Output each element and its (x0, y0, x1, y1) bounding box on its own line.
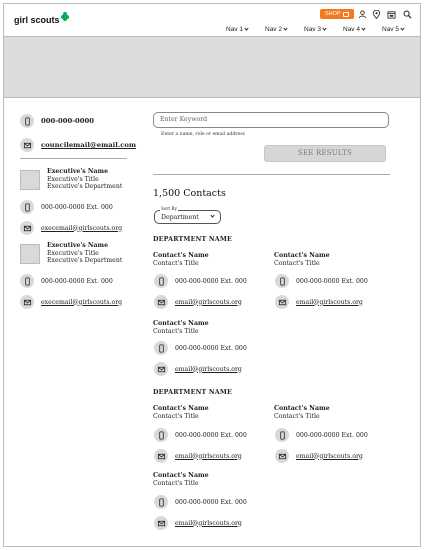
contact-name: Contact's Name (153, 472, 209, 479)
email-icon (20, 295, 34, 309)
shop-button[interactable] (320, 9, 354, 19)
contact-phone-text: 000-000-0000 Ext. 000 (175, 277, 247, 285)
nav-label: Nav 1 (226, 25, 243, 33)
contact-phone-text: 000-000-0000 Ext. 000 (175, 498, 247, 506)
executive-email-link: execemail@girlscouts.org (41, 298, 123, 306)
executive-card (47, 242, 122, 265)
contact-title: Contact's Title (153, 328, 199, 335)
contact-phone[interactable] (154, 341, 247, 355)
logo-text: girl scouts (14, 15, 60, 25)
executive-name: Executive's Name (47, 168, 109, 175)
executive-photo (20, 244, 40, 264)
right-divider (153, 174, 390, 175)
chevron-down-icon (361, 26, 365, 30)
nav-item-3[interactable] (304, 23, 343, 35)
see-results-button[interactable]: SEE RESULTS (264, 145, 386, 162)
executive-title: Executive's Title (47, 249, 99, 257)
contact-phone-text: 000-000-0000 Ext. 000 (296, 277, 368, 285)
contact-phone[interactable] (275, 428, 368, 442)
nav-item-5[interactable] (382, 23, 421, 35)
executive-department: Executive's Department (47, 183, 123, 190)
executive-title: Executive's Title (47, 175, 99, 183)
nav-label: Nav 2 (265, 25, 282, 33)
phone-icon (20, 274, 34, 288)
contact-email[interactable] (275, 295, 363, 309)
contact-email[interactable] (154, 516, 242, 530)
contacts-count: 1,500 Contacts (153, 188, 226, 199)
nav-item-2[interactable] (265, 23, 304, 35)
calendar-icon[interactable] (387, 10, 396, 19)
contact-name: Contact's Name (274, 252, 330, 259)
location-pin-icon[interactable] (372, 10, 381, 19)
email-icon (154, 449, 168, 463)
council-email-link: councilemail@email.com (41, 141, 137, 149)
phone-icon (20, 114, 34, 128)
contact-name: Contact's Name (153, 320, 209, 327)
contact-email-link: email@girlscouts.org (175, 519, 242, 527)
contact-email-link: email@girlscouts.org (296, 298, 363, 306)
email-icon (154, 362, 168, 376)
nav-label: Nav 3 (304, 25, 321, 33)
chevron-down-icon (210, 213, 214, 217)
phone-icon (275, 428, 289, 442)
executive-email[interactable] (20, 221, 122, 235)
search-icon[interactable] (403, 10, 412, 19)
contact-title: Contact's Title (153, 480, 199, 487)
contact-email[interactable] (275, 449, 363, 463)
left-divider (20, 158, 127, 159)
hero-banner-placeholder (4, 36, 420, 98)
executive-phone-text: 000-000-0000 Ext. 000 (41, 203, 113, 211)
email-icon (275, 449, 289, 463)
contact-phone[interactable] (154, 495, 247, 509)
email-icon (20, 138, 34, 152)
contact-email-link: email@girlscouts.org (296, 452, 363, 460)
search-hint: Enter a name, role or email address (161, 132, 245, 137)
nav-label: Nav 5 (382, 25, 399, 33)
council-phone-text: 000-000-0000 (41, 117, 94, 125)
contact-phone[interactable] (154, 428, 247, 442)
department-heading: DEPARTMENT NAME (153, 236, 233, 243)
executive-phone[interactable] (20, 200, 113, 214)
nav-item-4[interactable] (343, 23, 382, 35)
chevron-down-icon (400, 26, 404, 30)
contact-phone[interactable] (154, 274, 247, 288)
user-icon[interactable] (358, 10, 367, 19)
phone-icon (154, 341, 168, 355)
department-heading: DEPARTMENT NAME (153, 389, 233, 396)
shop-label: SHOP (325, 11, 341, 17)
contact-name: Contact's Name (153, 405, 209, 412)
contact-title: Contact's Title (274, 260, 320, 267)
chevron-down-icon (244, 26, 248, 30)
contact-phone-text: 000-000-0000 Ext. 000 (296, 431, 368, 439)
trefoil-icon (61, 12, 69, 21)
search-input[interactable]: Enter Keyword (153, 112, 389, 128)
shopping-bag-icon (343, 12, 349, 17)
main-nav (226, 23, 421, 35)
executive-phone-text: 000-000-0000 Ext. 000 (41, 277, 113, 285)
contact-title: Contact's Title (153, 260, 199, 267)
contact-phone-text: 000-000-0000 Ext. 000 (175, 431, 247, 439)
executive-email-link: execemail@girlscouts.org (41, 224, 123, 232)
contact-email-link: email@girlscouts.org (175, 365, 242, 373)
email-icon (154, 516, 168, 530)
council-phone[interactable] (20, 114, 94, 128)
contact-name: Contact's Name (274, 405, 330, 412)
contact-title: Contact's Title (274, 413, 320, 420)
nav-label: Nav 4 (343, 25, 360, 33)
executive-phone[interactable] (20, 274, 113, 288)
phone-icon (154, 495, 168, 509)
phone-icon (154, 428, 168, 442)
page-frame (3, 3, 421, 547)
contact-phone-text: 000-000-0000 Ext. 000 (175, 344, 247, 352)
contact-email-link: email@girlscouts.org (175, 452, 242, 460)
nav-item-1[interactable] (226, 23, 265, 35)
contact-email[interactable] (154, 362, 242, 376)
council-email[interactable] (20, 138, 136, 152)
contact-title: Contact's Title (153, 413, 199, 420)
phone-icon (20, 200, 34, 214)
girl-scouts-logo[interactable] (14, 12, 69, 25)
contact-phone[interactable] (275, 274, 368, 288)
sort-by-select[interactable] (154, 206, 221, 224)
executive-email[interactable] (20, 295, 122, 309)
chevron-down-icon (322, 26, 326, 30)
email-icon (20, 221, 34, 235)
phone-icon (275, 274, 289, 288)
executive-department: Executive's Department (47, 257, 123, 264)
executive-card (47, 168, 122, 191)
chevron-down-icon (283, 26, 287, 30)
executive-name: Executive's Name (47, 242, 109, 249)
contact-name: Contact's Name (153, 252, 209, 259)
sort-by-value: Department (161, 214, 199, 221)
email-icon (275, 295, 289, 309)
contact-email[interactable] (154, 295, 242, 309)
sort-by-label: Sort By (161, 206, 177, 211)
phone-icon (154, 274, 168, 288)
contact-email[interactable] (154, 449, 242, 463)
executive-photo (20, 170, 40, 190)
email-icon (154, 295, 168, 309)
contact-email-link: email@girlscouts.org (175, 298, 242, 306)
